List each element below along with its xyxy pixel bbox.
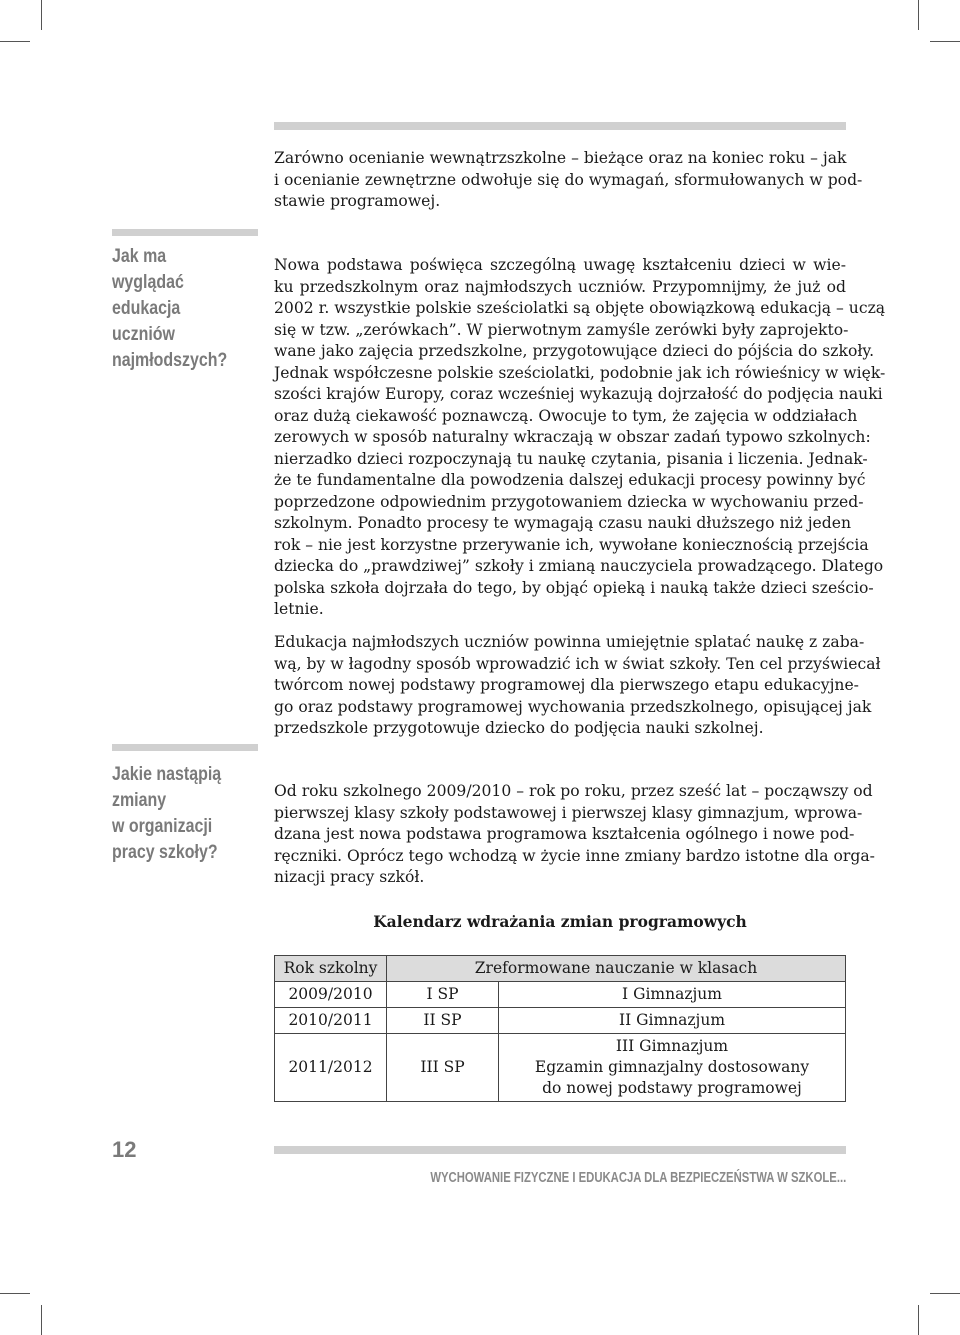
cell-sp: III SP — [387, 1034, 499, 1102]
crop-mark — [918, 0, 919, 30]
text-line: ku przedszkolnym oraz najmłodszych uczniów. Przypomnijmy, że już od — [274, 277, 846, 296]
sidebar-line: najmłodszych? — [112, 350, 228, 371]
header-cell-year: Rok szkolny — [275, 956, 387, 982]
sidebar-line: uczniów — [112, 324, 175, 345]
top-rule — [274, 122, 846, 130]
sidebar-line: Jak ma wyglądać — [112, 246, 184, 293]
cell-line: do nowej podstawy programowej — [542, 1079, 802, 1097]
sidebar-rule — [112, 744, 258, 751]
table-row — [275, 1034, 846, 1102]
text-line: dzana jest nowa podstawa programowa kształcenia ogólnego i nowe pod- — [274, 825, 855, 843]
text-line: pierwszej klasy szkoły podstawowej i pierwszej klasy gimnazjum, wprowa- — [274, 803, 863, 822]
sidebar-rule — [112, 229, 258, 236]
text-line: twórcom nowej podstawy programowej dla pierwszego etapu edukacyjne- — [274, 676, 859, 694]
cell-sp: I SP — [387, 982, 499, 1008]
text-line: rok – nie jest korzystne przerywanie ich, wywołane koniecznością przejścia — [274, 535, 869, 554]
text-line: wą, by w łagodny sposób wprowadzić ich w świat szkoły. Ten cel przyświecał — [274, 654, 881, 673]
crop-mark — [930, 41, 960, 42]
text-line: nizacji pracy szkół. — [274, 868, 425, 886]
text-line: 2002 r. wszystkie polskie sześciolatki są objęte obowiązkową edukacją – uczą — [274, 299, 886, 317]
text-line: go oraz podstawy programowej wychowania przedszkolnego, opisującej jak — [274, 697, 872, 716]
text-line: że te fundamentalne dla powodzenia dalszej edukacji procesy powinny być — [274, 471, 866, 489]
footer-rule — [274, 1146, 846, 1154]
header-cell-classes: Zreformowane nauczanie w klasach — [387, 956, 846, 982]
running-footer: WYCHOWANIE FIZYCZNE I EDUKACJA DLA BEZPIECZEŃSTWA W SZKOLE... — [430, 1170, 846, 1186]
text-line: przedszkole przygotowuje dziecko do podjęcia nauki szkolnej. — [274, 719, 764, 737]
crop-mark — [0, 41, 30, 42]
body-paragraph — [274, 255, 886, 621]
text-line: polska szkoła dojrzała do tego, by objąć opieką i nauką także dzieci sześcio- — [274, 578, 874, 597]
sidebar-line: pracy szkoły? — [112, 842, 218, 863]
table-header-row — [275, 956, 846, 982]
page-number: 12 — [112, 1137, 137, 1162]
text-line: szości krajów Europy, coraz wcześniej wykazują dojrzałość do podjęcia nauki — [274, 385, 883, 403]
intro-paragraph — [274, 148, 863, 213]
cell-gim — [499, 1034, 846, 1102]
crop-mark — [0, 1293, 30, 1294]
sidebar-line: Jakie nastąpią — [112, 764, 222, 785]
crop-mark — [41, 1305, 42, 1335]
text-line: nierzadko dzieci rozpoczynają tu naukę czytania, pisania i liczenia. Jednak- — [274, 449, 868, 468]
cell-year: 2011/2012 — [275, 1034, 387, 1102]
sidebar-question — [112, 762, 238, 866]
text-line: się w tzw. „zerówkach”. W pierwotnym zamyśle zerówki były zaprojekto- — [274, 320, 849, 339]
text-line: Od roku szkolnego 2009/2010 – rok po roku, przez sześć lat – począwszy od — [274, 782, 873, 800]
text-line: stawie programowej. — [274, 192, 441, 210]
table-row — [275, 982, 846, 1008]
text-line: Zarówno ocenianie wewnątrzszkolne – bieżące oraz na koniec roku – jak — [274, 149, 847, 167]
sidebar-line: zmiany — [112, 790, 167, 811]
text-line: Edukacja najmłodszych uczniów powinna umiejętnie splatać naukę z zaba- — [274, 633, 865, 651]
text-line: wane jako zajęcia przedszkolne, przygotowujące dzieci do pójścia do szkoły. — [274, 342, 875, 360]
sidebar-question — [112, 244, 238, 374]
text-line: poprzedzone odpowiednim przygotowaniem dziecka w wychowaniu przed- — [274, 492, 864, 511]
schedule-table — [274, 955, 846, 1102]
cell-line: Egzamin gimnazjalny dostosowany — [534, 1058, 810, 1076]
cell-gim: II Gimnazjum — [499, 1008, 846, 1034]
crop-mark — [930, 1293, 960, 1294]
text-line: i ocenianie zewnętrzne odwołuje się do wymagań, sformułowanych w pod- — [274, 170, 863, 189]
text-line: letnie. — [274, 600, 324, 618]
text-line: ręczniki. Oprócz tego wchodzą w życie inne zmiany bardzo istotne dla orga- — [274, 846, 875, 865]
sidebar-line: w organizacji — [112, 816, 213, 837]
cell-year: 2009/2010 — [275, 982, 387, 1008]
cell-line: III Gimnazjum — [615, 1037, 729, 1055]
cell-year: 2010/2011 — [275, 1008, 387, 1034]
sidebar-line: edukacja — [112, 298, 181, 319]
text-line: dziecka do „prawdziwej” szkoły i zmianą nauczyciela prowadzącego. Dlatego — [274, 557, 884, 575]
text-line: Jednak współczesne polskie sześciolatki, podobnie jak ich rówieśnicy w więk- — [274, 363, 886, 382]
text-line: szkolnym. Ponadto procesy te wymagają czasu nauki dłuższego niż jeden — [274, 514, 852, 532]
text-line: zerowych w sposób naturalny wkraczają w obszar zadań typowo szkolnych: — [274, 428, 871, 446]
cell-sp: II SP — [387, 1008, 499, 1034]
text-line: oraz dużą ciekawość poznawczą. Owocuje to tym, że zajęcia w oddziałach — [274, 406, 858, 425]
table-caption: Kalendarz wdrażania zmian programowych — [373, 912, 747, 931]
crop-mark — [41, 0, 42, 30]
crop-mark — [918, 1305, 919, 1335]
body-paragraph — [274, 781, 875, 889]
cell-gim: I Gimnazjum — [499, 982, 846, 1008]
body-paragraph — [274, 632, 881, 740]
text-line: Nowa podstawa poświęca szczególną uwagę kształceniu dzieci w wie- — [274, 256, 846, 274]
table-row — [275, 1008, 846, 1034]
